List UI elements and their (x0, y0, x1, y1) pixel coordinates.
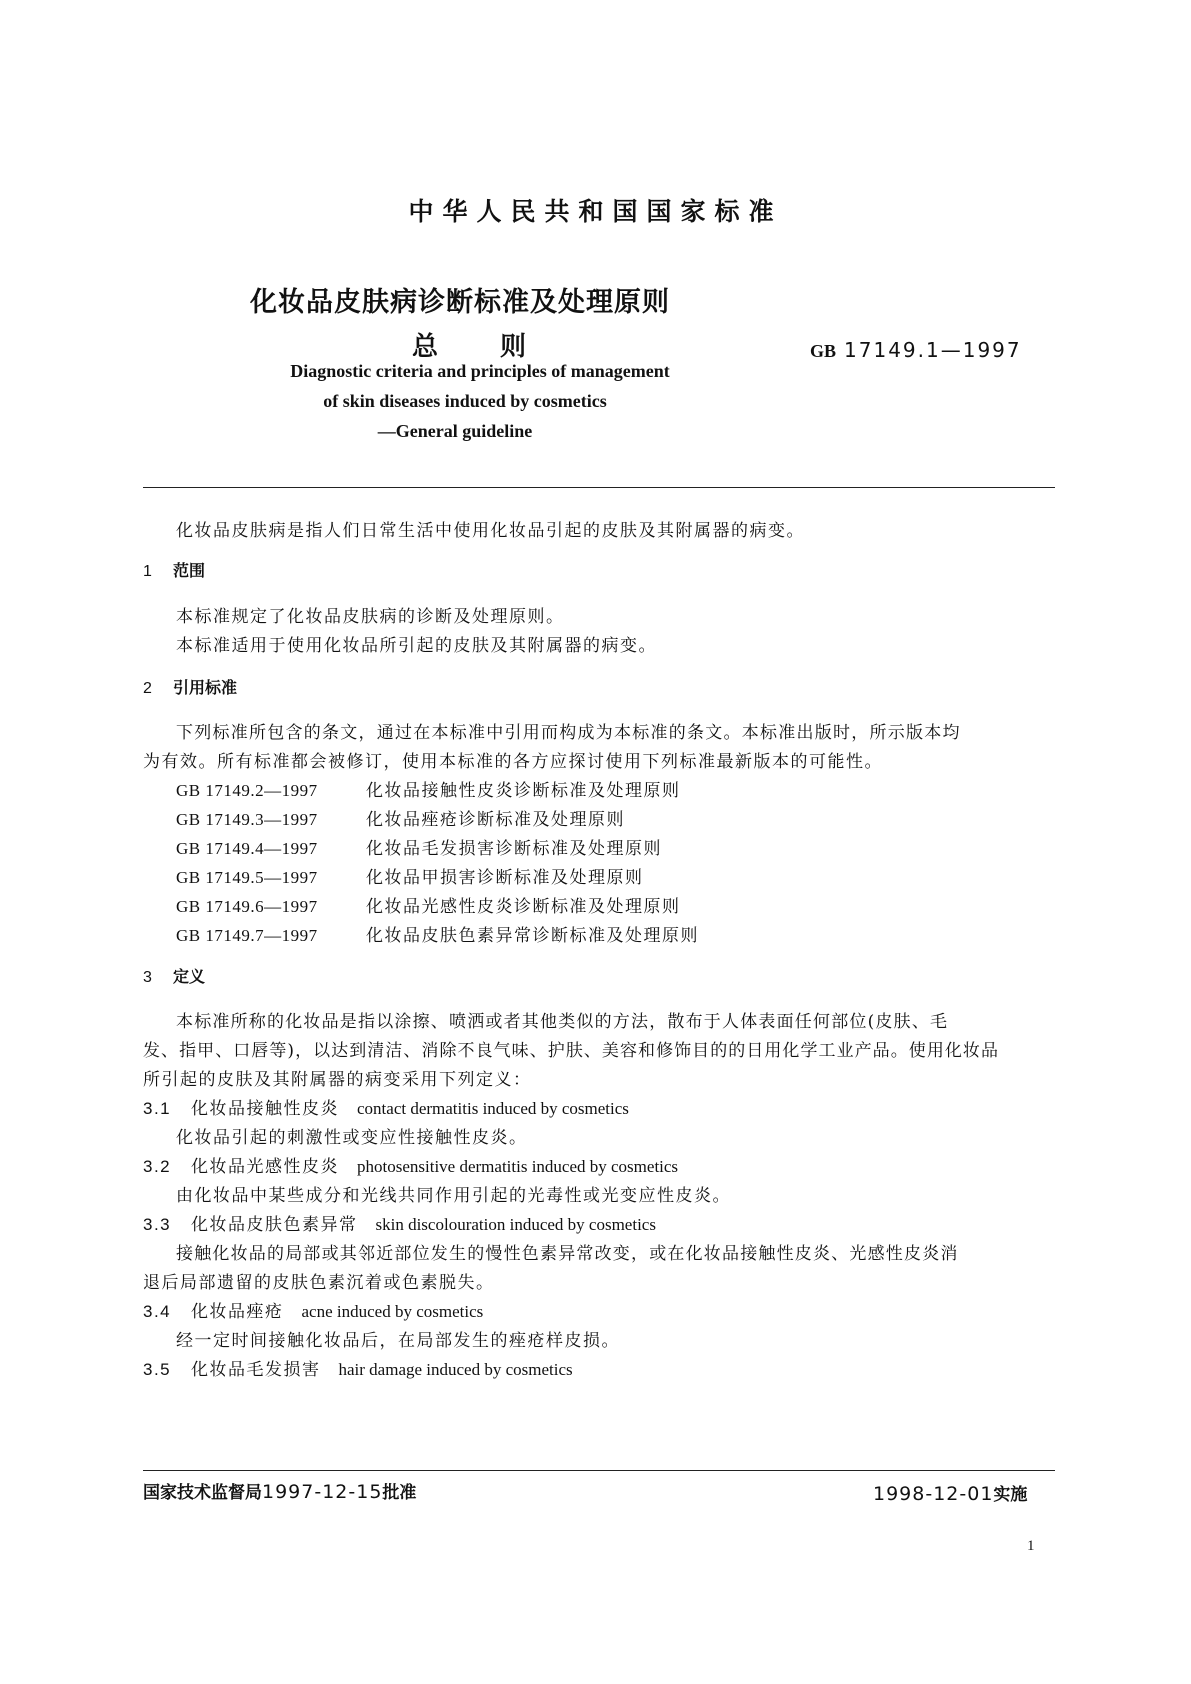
reference-code: GB 17149.3—1997 (176, 810, 318, 829)
definition-term-en: contact dermatitis induced by cosmetics (357, 1099, 629, 1118)
standard-number (810, 338, 1022, 362)
definition-term: 化妆品痤疮 (191, 1302, 284, 1322)
reference-title: 化妆品光感性皮炎诊断标准及处理原则 (366, 897, 681, 917)
document-title-en-line1: Diagnostic criteria and principles of management (290, 361, 670, 381)
section-1-paragraph-1: 本标准规定了化妆品皮肤病的诊断及处理原则。 (176, 607, 565, 627)
definition-heading (143, 1355, 573, 1380)
reference-item (176, 834, 662, 859)
definition-description: 接触化妆品的局部或其邻近部位发生的慢性色素异常改变，或在化妆品接触性皮炎、光感性皮炎消 (176, 1244, 959, 1264)
definition-term: 化妆品毛发损害 (191, 1360, 321, 1380)
section-3-paragraph-line1: 本标准所称的化妆品是指以涂擦、喷洒或者其他类似的方法，散布于人体表面任何部位(皮肤、毛 (176, 1012, 949, 1032)
approval-org: 国家技术监督局 (143, 1483, 262, 1503)
definition-heading (143, 1094, 629, 1119)
reference-code: GB 17149.4—1997 (176, 839, 318, 858)
reference-code: GB 17149.6—1997 (176, 897, 318, 916)
definition-term-en: hair damage induced by cosmetics (338, 1360, 573, 1379)
implementation-label: 实施 (993, 1485, 1028, 1505)
definition-number: 3.4 (143, 1302, 172, 1321)
implementation-date: 1998-12-01 (873, 1483, 994, 1505)
page-number: 1 (1027, 1538, 1035, 1554)
reference-item (176, 776, 681, 801)
definition-term-en: photosensitive dermatitis induced by cosmetics (357, 1157, 679, 1176)
definition-number: 3.3 (143, 1215, 172, 1234)
standard-code: 17149.1—1997 (844, 338, 1022, 362)
national-standard-heading: 中华人民共和国国家标准 (408, 197, 783, 226)
definition-term: 化妆品接触性皮炎 (191, 1099, 339, 1119)
definition-description: 由化妆品中某些成分和光线共同作用引起的光毒性或光变应性皮炎。 (176, 1186, 731, 1206)
section-1-heading (143, 558, 205, 581)
section-number: 2 (143, 680, 152, 697)
standard-prefix: GB (810, 341, 837, 361)
reference-code: GB 17149.5—1997 (176, 868, 318, 887)
reference-item (176, 805, 625, 830)
footer-divider (143, 1470, 1055, 1471)
definition-number: 3.1 (143, 1099, 172, 1118)
section-3-paragraph-line2: 发、指甲、口唇等)，以达到清洁、消除不良气味、护肤、美容和修饰目的的日用化学工业产品。使用化妆品 (143, 1041, 1000, 1061)
definition-heading (143, 1297, 483, 1322)
definition-heading (143, 1152, 678, 1177)
approval-info (143, 1478, 416, 1503)
section-2-heading (143, 675, 237, 698)
section-3-heading (143, 964, 205, 987)
document-title-en-line3: —General guideline (377, 421, 533, 441)
reference-item (176, 892, 681, 917)
definition-description: 化妆品引起的刺激性或变应性接触性皮炎。 (176, 1128, 528, 1148)
reference-title: 化妆品甲损害诊断标准及处理原则 (366, 868, 644, 888)
definition-number: 3.2 (143, 1157, 172, 1176)
reference-item (176, 921, 699, 946)
reference-title: 化妆品皮肤色素异常诊断标准及处理原则 (366, 926, 699, 946)
definition-term: 化妆品光感性皮炎 (191, 1157, 339, 1177)
header-divider (143, 487, 1055, 488)
definition-term-en: skin discolouration induced by cosmetics (375, 1215, 656, 1234)
reference-code: GB 17149.2—1997 (176, 781, 318, 800)
document-subtitle-cn: 总则 (412, 332, 589, 362)
section-title: 定义 (173, 967, 206, 986)
definition-description: 经一定时间接触化妆品后，在局部发生的痤疮样皮损。 (176, 1331, 620, 1351)
section-3-paragraph-line3: 所引起的皮肤及其附属器的病变采用下列定义： (143, 1070, 532, 1090)
section-number: 1 (143, 563, 152, 580)
section-2-paragraph-line1: 下列标准所包含的条文，通过在本标准中引用而构成为本标准的条文。本标准出版时，所示版本均 (176, 723, 961, 743)
definition-term: 化妆品皮肤色素异常 (191, 1215, 358, 1235)
document-title-cn: 化妆品皮肤病诊断标准及处理原则 (250, 287, 670, 318)
implementation-info (873, 1480, 1027, 1505)
reference-title: 化妆品接触性皮炎诊断标准及处理原则 (366, 781, 681, 801)
definition-term-en: acne induced by cosmetics (301, 1302, 484, 1321)
definition-heading (143, 1210, 656, 1235)
approval-date: 1997-12-15 (262, 1481, 383, 1503)
reference-title: 化妆品痤疮诊断标准及处理原则 (366, 810, 625, 830)
section-1-paragraph-2: 本标准适用于使用化妆品所引起的皮肤及其附属器的病变。 (176, 636, 657, 656)
reference-code: GB 17149.7—1997 (176, 926, 318, 945)
intro-paragraph: 化妆品皮肤病是指人们日常生活中使用化妆品引起的皮肤及其附属器的病变。 (176, 521, 805, 541)
section-2-paragraph-line2: 为有效。所有标准都会被修订，使用本标准的各方应探讨使用下列标准最新版本的可能性。 (143, 752, 883, 772)
definition-number: 3.5 (143, 1360, 172, 1379)
section-title: 范围 (173, 561, 206, 580)
section-number: 3 (143, 969, 152, 986)
reference-title: 化妆品毛发损害诊断标准及处理原则 (366, 839, 662, 859)
section-title: 引用标准 (173, 678, 238, 697)
reference-item (176, 863, 644, 888)
document-title-en-line2: of skin diseases induced by cosmetics (323, 391, 607, 411)
approval-label: 批准 (382, 1483, 417, 1503)
definition-description-continued: 退后局部遗留的皮肤色素沉着或色素脱失。 (143, 1273, 495, 1293)
